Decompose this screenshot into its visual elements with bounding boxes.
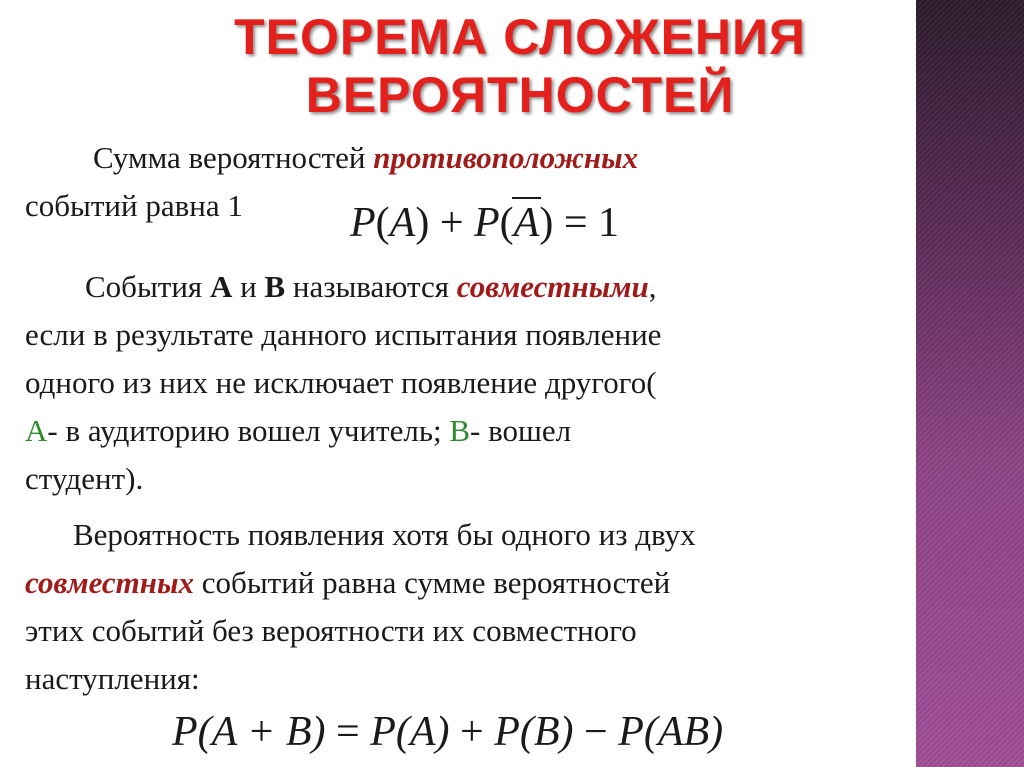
f1-a1: A [389, 200, 416, 246]
f1-eq: = [553, 200, 598, 246]
paragraph-compatible-line3: одного из них не исключает появление другого( [25, 365, 657, 400]
title-line-1: ТЕОРЕМА СЛОЖЕНИЯ [234, 9, 806, 65]
f2-lhs: P(A + B) [172, 709, 326, 755]
para1-text: Сумма вероятностей [93, 140, 374, 175]
para2-t3: называются [285, 269, 457, 304]
paragraph-compatible-line1 [85, 263, 656, 311]
formula-addition-theorem [172, 708, 723, 756]
f2-term3: P(AB) [618, 709, 724, 755]
example-b-text: - вошел [470, 413, 572, 448]
f2-minus: − [573, 709, 619, 755]
example-a-letter: А [25, 413, 48, 448]
para2-t4: , [648, 269, 657, 304]
paragraph-compatible-line4 [25, 407, 571, 455]
f2-plus: + [449, 709, 495, 755]
para1-emphasis: противоположных [373, 140, 639, 175]
para2-t2: и [232, 269, 265, 304]
title-line-2: ВЕРОЯТНОСТЕЙ [305, 67, 735, 123]
paragraph-addition-line1: Вероятность появления хотя бы одного из двух [73, 517, 696, 552]
f1-one: 1 [598, 200, 619, 246]
para2-emphasis: совместными [456, 269, 649, 304]
example-b-letter: В [449, 413, 471, 448]
formula-opposite-events [350, 199, 619, 247]
f1-plus: + [429, 200, 474, 246]
f1-p2: P [474, 200, 500, 246]
f1-a-bar: A [513, 200, 540, 246]
paragraph-compatible-line5: студент). [25, 461, 144, 496]
event-a-label: А [209, 269, 233, 304]
para3-emphasis: совместных [25, 565, 195, 600]
f2-eq: = [325, 709, 371, 755]
paragraph-compatible-line2: если в результате данного испытания появление [25, 317, 662, 352]
decorative-side-band [916, 0, 1024, 767]
para2-t1: События [85, 269, 210, 304]
paragraph-addition-line2 [25, 559, 670, 607]
f1-rp1: ) [415, 200, 430, 246]
paragraph-addition-line3: этих событий без вероятности их совместного [25, 613, 637, 648]
event-b-label: В [264, 269, 286, 304]
f2-term1: P(A) [370, 709, 450, 755]
paragraph-addition-line4: наступления: [25, 661, 200, 696]
f1-lp2: ( [499, 200, 514, 246]
f1-lp1: ( [375, 200, 390, 246]
para3-line2-rest: событий равна сумме вероятностей [194, 565, 671, 600]
para1-text2: событий равна 1 [25, 188, 243, 223]
f2-term2: P(B) [494, 709, 574, 755]
example-a-text: - в аудиторию вошел учитель; [47, 413, 450, 448]
f1-rp2: ) [539, 200, 554, 246]
slide-title [150, 8, 890, 124]
f1-p1: P [350, 200, 376, 246]
paragraph-opposite-events [93, 134, 638, 182]
paragraph-opposite-events-line2 [25, 182, 243, 230]
